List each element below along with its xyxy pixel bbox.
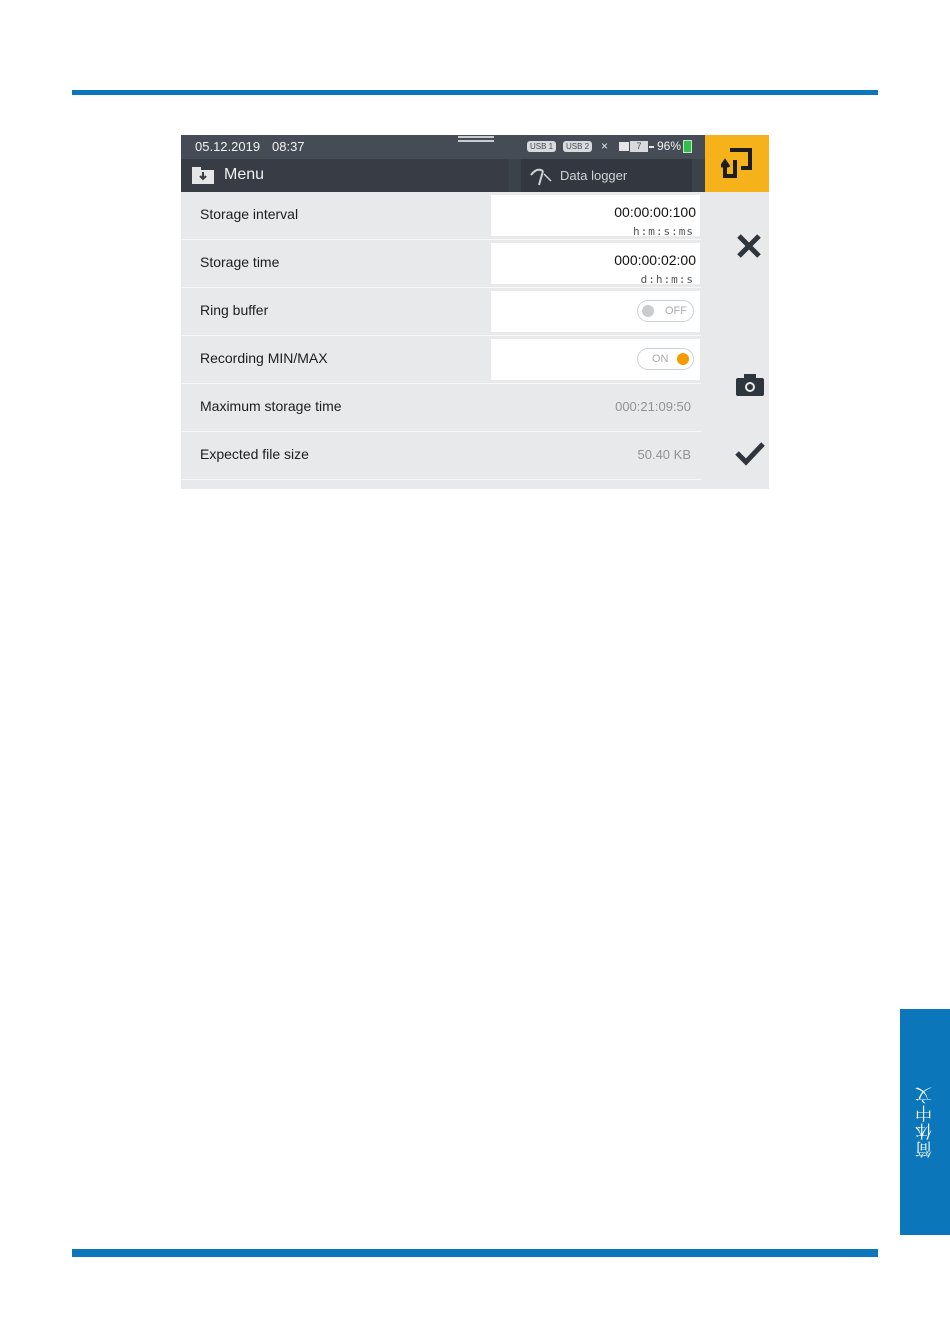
usb2-icon: USB 2	[563, 141, 592, 152]
separator-dash	[649, 146, 654, 148]
language-tab	[900, 1009, 950, 1235]
status-bar	[181, 135, 705, 159]
device-screen	[181, 135, 769, 489]
row-recording-minmax[interactable]	[181, 336, 701, 384]
battery-icon	[683, 140, 692, 153]
row-storage-time[interactable]	[181, 240, 701, 288]
row-label: Storage time	[200, 254, 280, 270]
row-storage-interval[interactable]	[181, 192, 701, 240]
side-action-bar	[705, 192, 769, 489]
data-logger-tab[interactable]	[521, 159, 692, 192]
menu-button[interactable]	[181, 159, 509, 192]
recording-minmax-cell	[491, 339, 700, 380]
data-logger-icon	[529, 165, 553, 187]
ring-buffer-toggle[interactable]	[637, 300, 694, 322]
storage-interval-field[interactable]	[491, 195, 700, 236]
camera-icon[interactable]	[736, 374, 764, 396]
top-rule	[72, 90, 878, 95]
menu-bar	[181, 159, 705, 192]
row-label: Maximum storage time	[200, 398, 342, 414]
row-label: Recording MIN/MAX	[200, 350, 328, 366]
back-button[interactable]	[705, 135, 769, 192]
ring-buffer-cell	[491, 291, 700, 332]
settings-list	[181, 192, 701, 480]
toggle-knob	[642, 305, 654, 317]
max-storage-time-value: 000:21:09:50	[615, 399, 691, 414]
status-date: 05.12.2019	[195, 139, 261, 154]
row-max-storage-time	[181, 384, 701, 432]
recording-minmax-toggle[interactable]	[637, 348, 694, 370]
language-label: 简体中文	[915, 1086, 936, 1158]
data-logger-label: Data logger	[560, 168, 628, 183]
usb1-icon: USB 1	[527, 141, 556, 152]
expected-file-size-value: 50.40 KB	[637, 447, 691, 462]
toggle-knob	[677, 353, 689, 365]
pull-down-handle[interactable]	[458, 136, 494, 142]
toggle-label: ON	[652, 353, 669, 365]
back-icon	[721, 146, 753, 180]
menu-label: Menu	[224, 166, 265, 183]
field-unit: h:m:s:ms	[633, 225, 694, 238]
toggle-label: OFF	[665, 305, 687, 317]
field-unit: d:h:m:s	[640, 273, 694, 286]
row-ring-buffer[interactable]	[181, 288, 701, 336]
battery-percent: 96%	[657, 139, 682, 153]
field-value: 00:00:00:100	[614, 204, 696, 220]
bottom-rule	[72, 1249, 878, 1257]
close-icon[interactable]	[736, 233, 762, 259]
row-expected-file-size	[181, 432, 701, 480]
wireless-off-icon: ×	[601, 139, 609, 153]
field-value: 000:00:02:00	[614, 252, 696, 268]
row-label: Storage interval	[200, 206, 299, 222]
row-label: Ring buffer	[200, 302, 269, 318]
plug-icon	[619, 142, 629, 151]
status-time: 08:37	[272, 139, 305, 154]
row-label: Expected file size	[200, 446, 309, 462]
channel-badge: 7	[630, 141, 648, 152]
menu-icon	[192, 167, 214, 184]
storage-time-field[interactable]	[491, 243, 700, 284]
check-icon[interactable]	[734, 440, 766, 466]
